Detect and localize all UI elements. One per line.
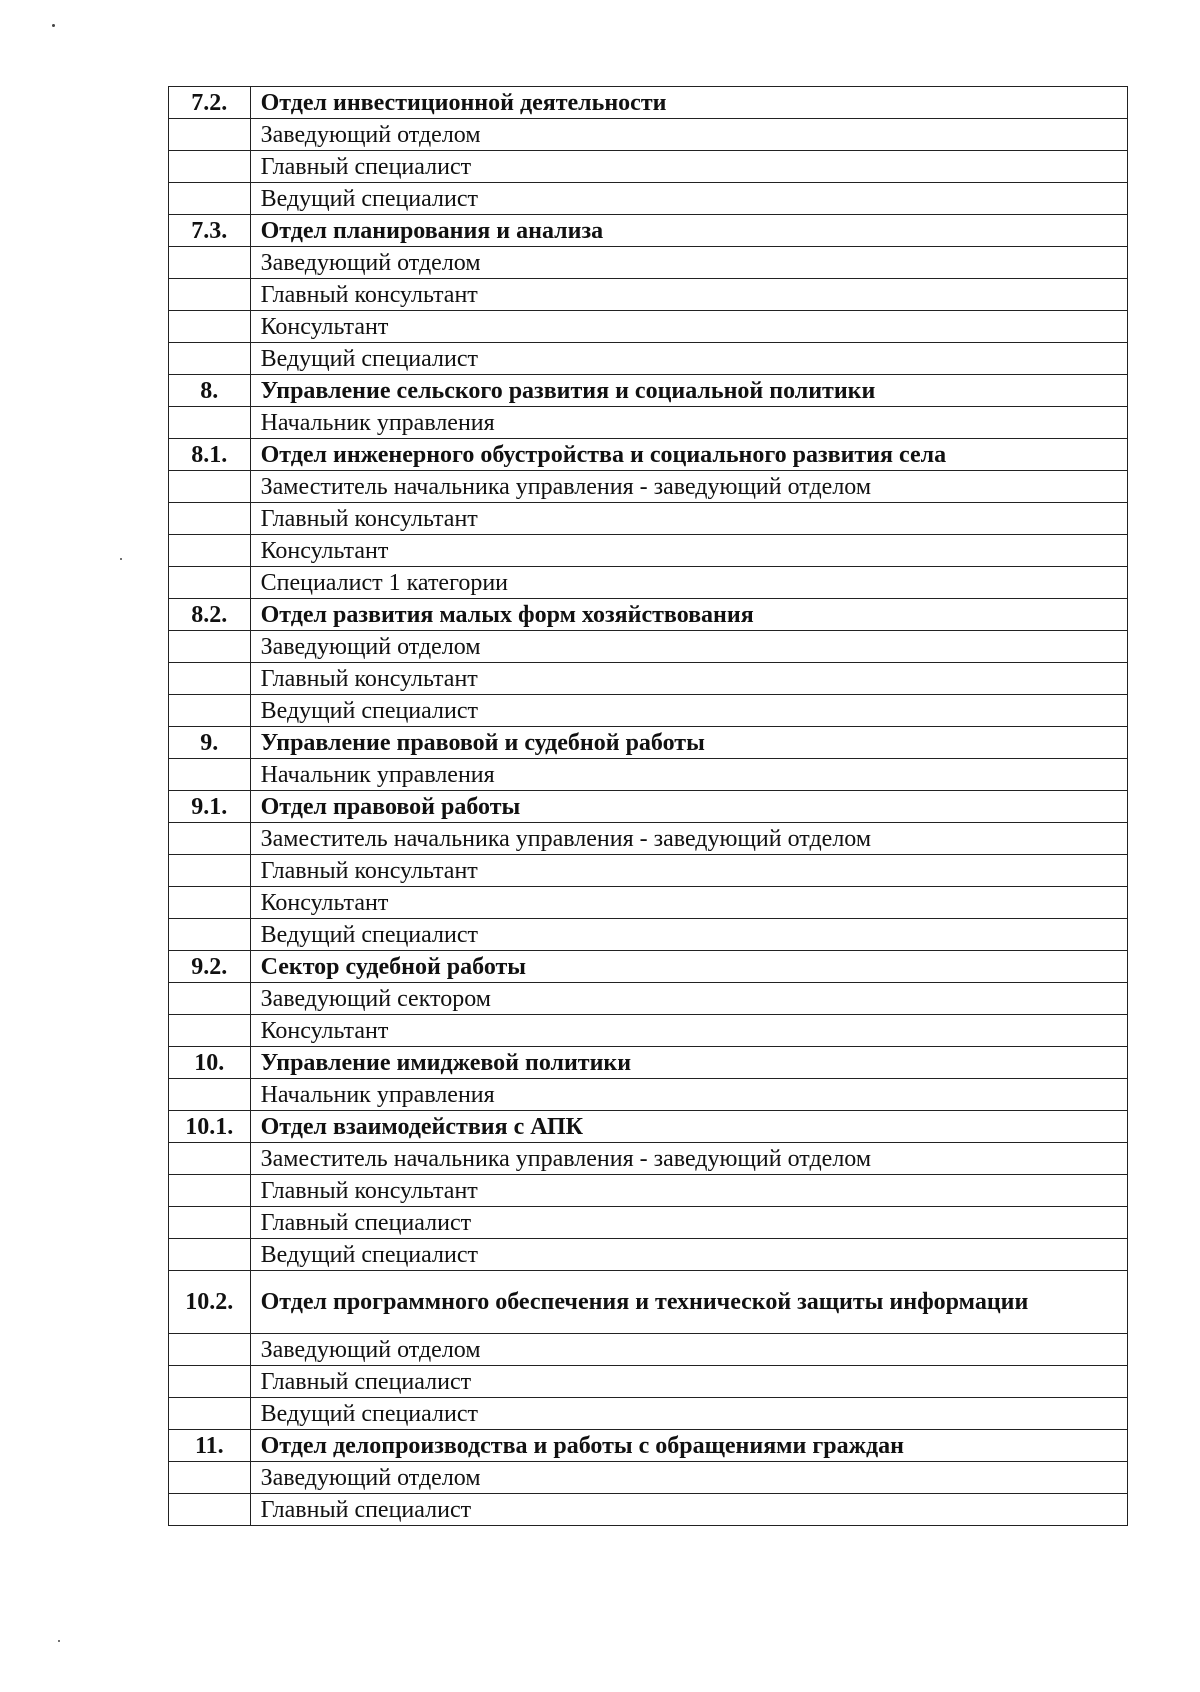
position-title: Консультант <box>250 1015 1127 1047</box>
row-number <box>169 919 251 951</box>
row-number <box>169 855 251 887</box>
row-number <box>169 343 251 375</box>
row-number <box>169 1175 251 1207</box>
position-row <box>169 1207 1128 1239</box>
position-row <box>169 823 1128 855</box>
position-title: Заведующий сектором <box>250 983 1127 1015</box>
position-title: Главный консультант <box>250 855 1127 887</box>
row-number <box>169 311 251 343</box>
row-number <box>169 1015 251 1047</box>
position-row <box>169 1366 1128 1398</box>
row-number <box>169 1334 251 1366</box>
position-title: Ведущий специалист <box>250 1398 1127 1430</box>
position-row <box>169 343 1128 375</box>
position-title: Начальник управления <box>250 759 1127 791</box>
row-number <box>169 183 251 215</box>
row-number <box>169 1462 251 1494</box>
scan-speck <box>120 558 122 560</box>
row-number <box>169 1398 251 1430</box>
staff-table-body <box>169 87 1128 1526</box>
department-name: Отдел инвестиционной деятельности <box>250 87 1127 119</box>
position-row <box>169 119 1128 151</box>
position-row <box>169 1494 1128 1526</box>
position-title: Специалист 1 категории <box>250 567 1127 599</box>
position-row <box>169 151 1128 183</box>
row-number: 9.1. <box>169 791 251 823</box>
position-title: Заведующий отделом <box>250 247 1127 279</box>
position-title: Главный специалист <box>250 151 1127 183</box>
position-row <box>169 567 1128 599</box>
row-number <box>169 1366 251 1398</box>
position-row <box>169 1015 1128 1047</box>
position-row <box>169 919 1128 951</box>
row-number <box>169 567 251 599</box>
position-title: Заведующий отделом <box>250 1462 1127 1494</box>
department-name: Сектор судебной работы <box>250 951 1127 983</box>
position-row <box>169 279 1128 311</box>
row-number <box>169 471 251 503</box>
position-row <box>169 887 1128 919</box>
position-title: Ведущий специалист <box>250 343 1127 375</box>
row-number: 7.3. <box>169 215 251 247</box>
department-row <box>169 1271 1128 1334</box>
row-number <box>169 1239 251 1271</box>
row-number <box>169 279 251 311</box>
position-row <box>169 407 1128 439</box>
position-row <box>169 1398 1128 1430</box>
position-title: Консультант <box>250 311 1127 343</box>
position-title: Главный консультант <box>250 279 1127 311</box>
department-row <box>169 1430 1128 1462</box>
row-number: 10.2. <box>169 1271 251 1334</box>
department-row <box>169 1047 1128 1079</box>
position-row <box>169 631 1128 663</box>
position-title: Главный консультант <box>250 1175 1127 1207</box>
department-row <box>169 375 1128 407</box>
position-row <box>169 855 1128 887</box>
row-number <box>169 887 251 919</box>
department-name: Управление имиджевой политики <box>250 1047 1127 1079</box>
position-row <box>169 1143 1128 1175</box>
row-number: 10. <box>169 1047 251 1079</box>
row-number: 11. <box>169 1430 251 1462</box>
department-name: Отдел программного обеспечения и технической защиты информации <box>250 1271 1127 1334</box>
position-title: Ведущий специалист <box>250 695 1127 727</box>
row-number <box>169 631 251 663</box>
row-number: 7.2. <box>169 87 251 119</box>
department-name: Отдел развития малых форм хозяйствования <box>250 599 1127 631</box>
position-title: Консультант <box>250 887 1127 919</box>
department-row <box>169 215 1128 247</box>
row-number <box>169 759 251 791</box>
row-number <box>169 407 251 439</box>
department-name: Отдел делопроизводства и работы с обращениями граждан <box>250 1430 1127 1462</box>
position-row <box>169 535 1128 567</box>
position-row <box>169 247 1128 279</box>
row-number <box>169 535 251 567</box>
department-row <box>169 1111 1128 1143</box>
row-number <box>169 695 251 727</box>
position-row <box>169 695 1128 727</box>
department-row <box>169 727 1128 759</box>
department-name: Управление правовой и судебной работы <box>250 727 1127 759</box>
row-number: 9. <box>169 727 251 759</box>
position-title: Консультант <box>250 535 1127 567</box>
position-title: Ведущий специалист <box>250 183 1127 215</box>
row-number <box>169 1079 251 1111</box>
position-row <box>169 759 1128 791</box>
position-title: Заместитель начальника управления - заведующий отделом <box>250 471 1127 503</box>
position-title: Заведующий отделом <box>250 631 1127 663</box>
position-title: Заместитель начальника управления - заведующий отделом <box>250 1143 1127 1175</box>
department-row <box>169 951 1128 983</box>
department-row <box>169 439 1128 471</box>
department-row <box>169 87 1128 119</box>
row-number: 10.1. <box>169 1111 251 1143</box>
row-number <box>169 983 251 1015</box>
department-row <box>169 791 1128 823</box>
row-number: 8.1. <box>169 439 251 471</box>
staff-table <box>168 86 1128 1526</box>
position-title: Главный консультант <box>250 663 1127 695</box>
department-name: Управление сельского развития и социальной политики <box>250 375 1127 407</box>
department-name: Отдел инженерного обустройства и социального развития села <box>250 439 1127 471</box>
position-title: Главный специалист <box>250 1366 1127 1398</box>
position-row <box>169 1175 1128 1207</box>
position-row <box>169 1462 1128 1494</box>
row-number: 8.2. <box>169 599 251 631</box>
scan-speck <box>58 1640 60 1642</box>
scan-speck <box>52 24 55 27</box>
position-title: Главный консультант <box>250 503 1127 535</box>
department-name: Отдел взаимодействия с АПК <box>250 1111 1127 1143</box>
row-number <box>169 247 251 279</box>
position-title: Ведущий специалист <box>250 1239 1127 1271</box>
position-row <box>169 183 1128 215</box>
position-title: Главный специалист <box>250 1494 1127 1526</box>
position-row <box>169 663 1128 695</box>
row-number <box>169 823 251 855</box>
position-title: Начальник управления <box>250 1079 1127 1111</box>
row-number: 9.2. <box>169 951 251 983</box>
department-row <box>169 599 1128 631</box>
position-title: Заведующий отделом <box>250 1334 1127 1366</box>
department-name: Отдел правовой работы <box>250 791 1127 823</box>
position-row <box>169 1239 1128 1271</box>
position-title: Ведущий специалист <box>250 919 1127 951</box>
position-row <box>169 983 1128 1015</box>
position-row <box>169 1334 1128 1366</box>
row-number <box>169 1143 251 1175</box>
row-number <box>169 1207 251 1239</box>
row-number <box>169 151 251 183</box>
row-number <box>169 119 251 151</box>
position-title: Заведующий отделом <box>250 119 1127 151</box>
position-title: Главный специалист <box>250 1207 1127 1239</box>
department-name: Отдел планирования и анализа <box>250 215 1127 247</box>
position-row <box>169 471 1128 503</box>
row-number <box>169 1494 251 1526</box>
row-number: 8. <box>169 375 251 407</box>
position-row <box>169 1079 1128 1111</box>
position-title: Начальник управления <box>250 407 1127 439</box>
row-number <box>169 503 251 535</box>
position-title: Заместитель начальника управления - заведующий отделом <box>250 823 1127 855</box>
position-row <box>169 311 1128 343</box>
row-number <box>169 663 251 695</box>
position-row <box>169 503 1128 535</box>
